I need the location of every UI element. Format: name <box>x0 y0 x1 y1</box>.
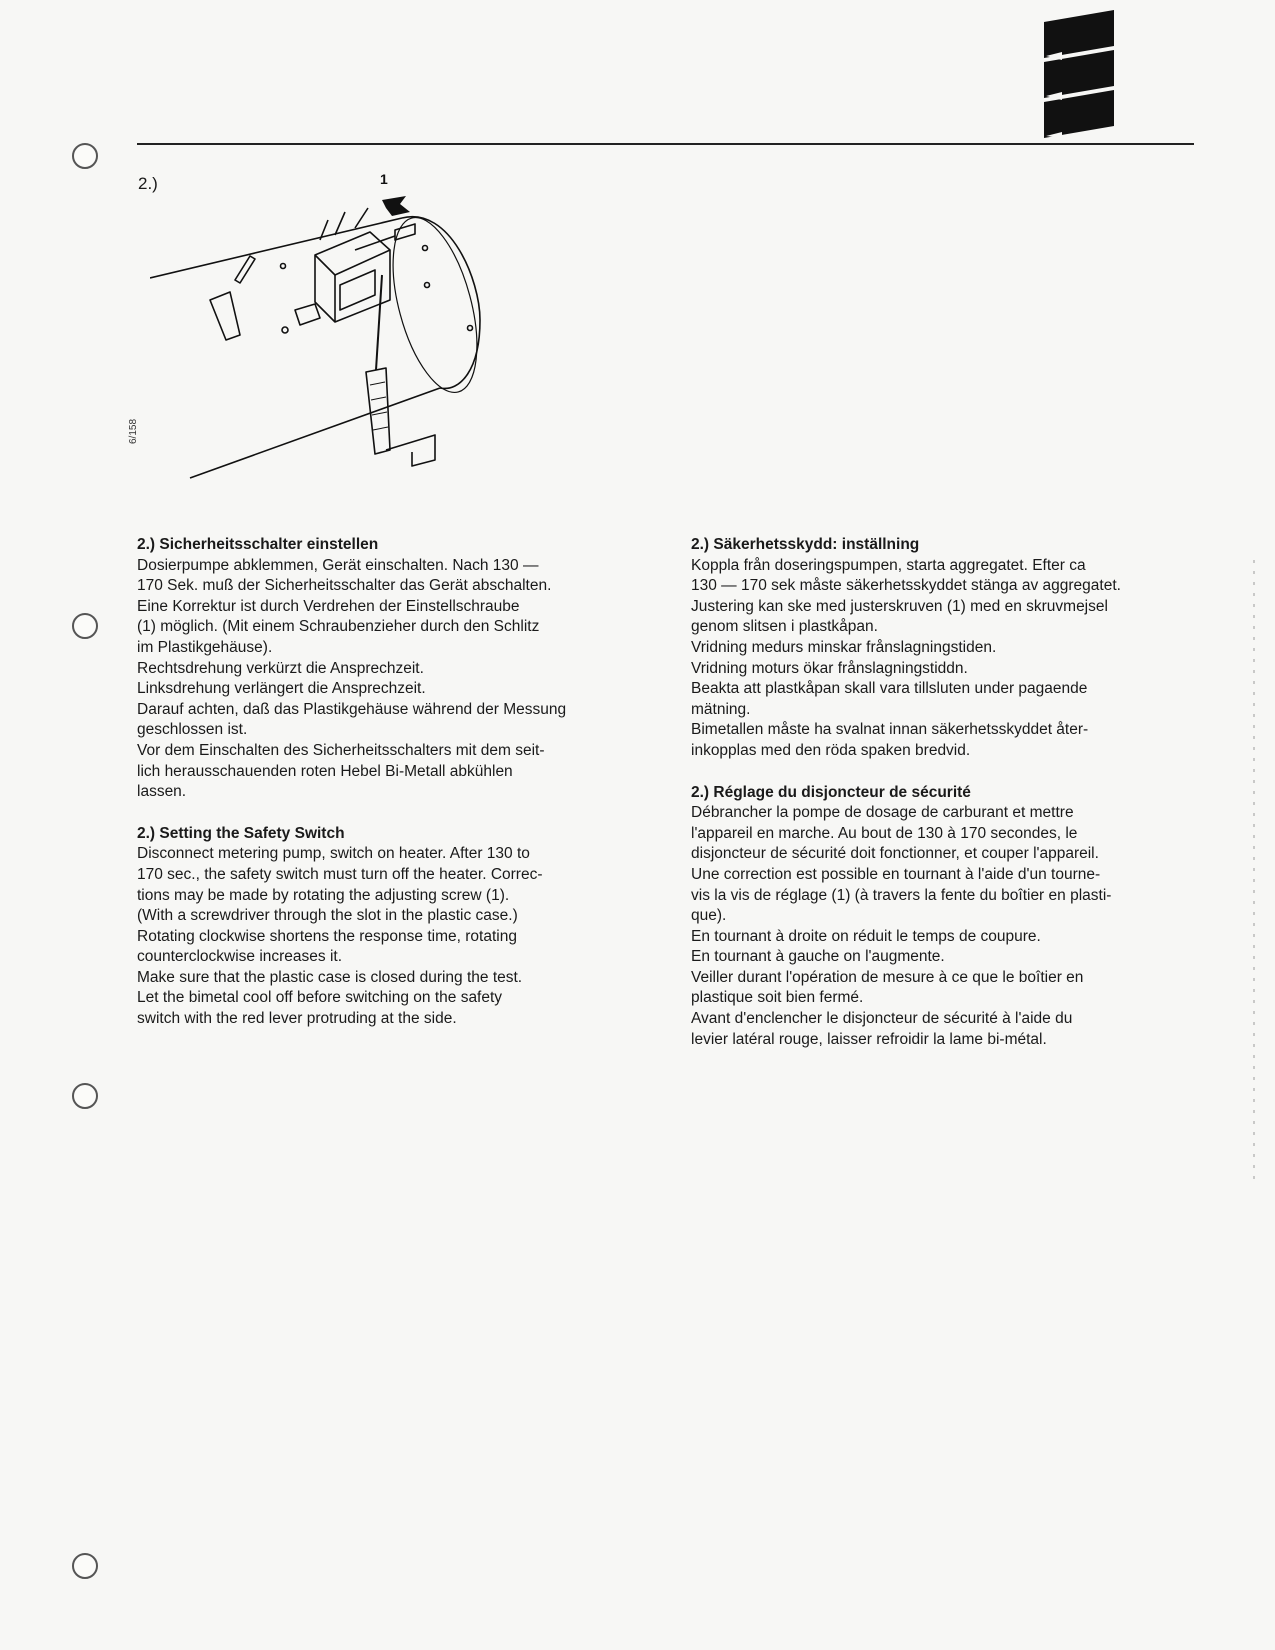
section-french <box>691 783 1216 1051</box>
figure-code: 6/158 <box>128 418 139 444</box>
section-swedish-body: Koppla från doseringspumpen, starta aggregatet. Efter ca 130 — 170 sek måste säkerhetsskyddet stänga av aggregatet. Justering kan ske med justerskruven (1) med en skruvmejsel genom slitsen i plastkåpan. Vridning medurs minskar frånslagningstiden. Vridning moturs ökar frånslagningstiddn. Beakta att plastkåpan skall vara tillsluten under pagaende mätning. Bimetallen måste ha svalnat innan säkerhetsskyddet åter- inkopplas med den röda spaken bredvid. <box>691 556 1121 759</box>
punch-hole-upper-middle <box>72 613 98 639</box>
header-rule <box>137 143 1194 145</box>
punch-hole-lower-middle <box>72 1083 98 1109</box>
scan-edge-marks <box>1253 560 1255 1180</box>
section-german-heading: 2.) Sicherheitsschalter einstellen <box>137 536 379 553</box>
section-german <box>137 535 657 803</box>
punch-hole-top <box>72 143 98 169</box>
section-swedish-heading: 2.) Säkerhetsskydd: inställning <box>691 536 920 553</box>
section-french-heading: 2.) Réglage du disjoncteur de sécurité <box>691 783 971 801</box>
section-english-heading: 2.) Setting the Safety Switch <box>137 824 345 842</box>
safety-switch-illustration <box>150 170 530 490</box>
section-english <box>137 824 657 1030</box>
section-swedish <box>691 535 1216 762</box>
right-column <box>691 535 1216 1071</box>
left-column <box>137 535 657 1051</box>
punch-hole-bottom <box>72 1553 98 1579</box>
section-french-body: Débrancher la pompe de dosage de carburant et mettre l'appareil en marche. Au bout de 130 à 170 secondes, le disjoncteur de sécurité doit fonctionner, et couper l'appareil. Une correction est possible en tournant à l'aide d'un tourne- vis la vis de réglage (1) (à travers la fente du boîtier en plasti- que). En tournant à droite on réduit le temps de coupure. En tournant à gauche on l'augmente. Veiller durant l'opération de mesure à ce que le boîtier en plastique soit bien fermé. Avant d'enclencher le disjoncteur de sécurité à l'aide du levier latéral rouge, laisser refroidir la lame bi-métal. <box>691 804 1112 1048</box>
figure-number: 2.) <box>138 174 158 193</box>
section-german-body: Dosierpumpe abklemmen, Gerät einschalten. Nach 130 — 170 Sek. muß der Sicherheitsschalter das Gerät abschalten. Eine Korrektur ist durch Verdrehen der Einstellschraube (1) möglich. (Mit einem Schraubenzieher durch den Schlitz im Plastikgehäuse). Rechtsdrehung verkürzt die Ansprechzeit. Linksdrehung verlängert die Ansprechzeit. Darauf achten, daß das Plastikgehäuse während der Messung geschlossen ist. Vor dem Einschalten des Sicherheitsschalters mit dem seit- lich herausschauenden roten Hebel Bi-Metall abkühlen lassen. <box>137 556 567 801</box>
callout-label: 1 <box>380 171 388 187</box>
section-english-body: Disconnect metering pump, switch on heater. After 130 to 170 sec., the safety switch must turn off the heater. Correc- tions may be made by rotating the adjusting screw (1). (With a screwdriver through the slot in the plastic case.) Rotating clockwise shortens the response time, rotating counterclockwise increases it. Make sure that the plastic case is closed during the test. Let the bimetal cool off before switching on the safety switch with the red lever protruding at the side. <box>137 845 543 1028</box>
brand-logo <box>1040 8 1114 138</box>
